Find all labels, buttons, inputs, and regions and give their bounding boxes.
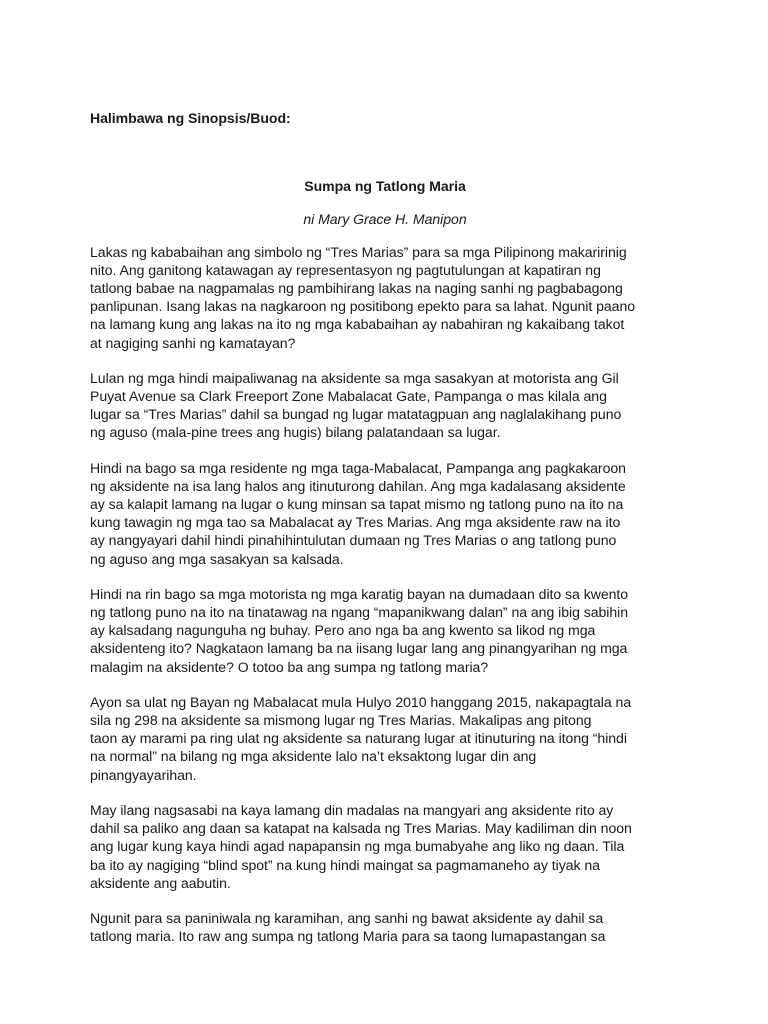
paragraph-line: na lamang kung ang lakas na ito ng mga kababaihan ay nabahiran ng kakaibang takot [90,316,625,333]
paragraph [90,369,680,442]
paragraph [90,909,680,945]
story-author: ni Mary Grace H. Manipon [303,211,467,228]
paragraph-line: nito. Ang ganitong katawagan ay representasyon ng pagtutulungan at kapatiran ng [90,261,601,278]
paragraph-line: sila ng 298 na aksidente sa mismong lugar ng Tres Marias. Makalipas ang pitong [90,712,592,729]
paragraph-line: ng aguso (mala-pine trees ang hugis) bilang palatandaan sa lugar. [90,424,501,441]
story-body [90,243,680,946]
paragraph-line: tatlong babae na nagpamalas ng pambihirang lakas na naging sanhi ng pagbabagong [90,280,623,297]
document-heading: Halimbawa ng Sinopsis/Buod: [90,110,291,126]
document-page [90,109,680,962]
story-title: Sumpa ng Tatlong Maria [304,178,466,195]
paragraph-line: ng aksidente na isa lang halos ang itinuturong dahilan. Ang mga kadalasang aksidente [90,477,626,494]
paragraph-line: panlipunan. Isang lakas na nagkaroon ng positibong epekto para sa lahat. Ngunit paano [90,298,636,315]
paragraph [90,693,680,784]
paragraph-line: at nagiging sanhi ng kamatayan? [90,334,296,351]
paragraph-line: Puyat Avenue sa Clark Freeport Zone Mabalacat Gate, Pampanga o mas kilala ang [90,388,607,405]
paragraph-line: Hindi na rin bago sa mga motorista ng mga karatig bayan na dumadaan dito sa kwento [90,585,629,602]
paragraph-line: pinangyayarihan. [90,766,197,783]
paragraph-line: May ilang nagsasabi na kaya lamang din madalas na mangyari ang aksidente rito ay [90,801,614,818]
paragraph-line: taon ay marami pa ring ulat ng aksidente sa naturang lugar at itinuturing na itong “hindi [90,730,627,747]
paragraph [90,243,680,352]
paragraph-line: Hindi na bago sa mga residente ng mga taga-Mabalacat, Pampanga ang pagkakaroon [90,459,626,476]
paragraph-line: ay kalsadang nagunguha ng buhay. Pero ano nga ba ang kwento sa likod ng mga [90,622,596,639]
paragraph-line: tatlong maria. Ito raw ang sumpa ng tatlong Maria para sa taong lumapastangan sa [90,928,606,945]
paragraph [90,459,680,568]
paragraph-line: ba ito ay nagiging “blind spot” na kung hindi maingat sa pagmamaneho ay tiyak na [90,856,600,873]
paragraph-line: ay nangyayari dahil hindi pinahihintulutan dumaan ng Tres Marias o ang tatlong puno [90,532,617,549]
paragraph-line: Lulan ng mga hindi maipaliwanag na aksidente sa mga sasakyan at motorista ang Gil [90,369,619,386]
paragraph [90,585,680,676]
paragraph-line: na normal” na bilang ng mga aksidente lalo na’t eksaktong lugar din ang [90,748,537,765]
paragraph-line: Ayon sa ulat ng Bayan ng Mabalacat mula Hulyo 2010 hanggang 2015, nakapagtala na [90,693,632,710]
paragraph-line: Lakas ng kababaihan ang simbolo ng “Tres Marias” para sa mga Pilipinong makaririnig [90,243,627,260]
paragraph-line: lugar sa “Tres Marias” dahil sa bungad ng lugar matatagpuan ang naglalakihang puno [90,406,622,423]
paragraph [90,801,680,892]
paragraph-line: kung tawagin ng mga tao sa Mabalacat ay Tres Marias. Ang mga aksidente raw na ito [90,514,621,531]
paragraph-line: ang lugar kung kaya hindi agad napapansin ng mga bumabyahe ang liko ng daan. Tila [90,838,625,855]
paragraph-line: malagim na aksidente? O totoo ba ang sumpa ng tatlong maria? [90,658,489,675]
paragraph-line: ng tatlong puno na ito na tinatawag na ngang “mapanikwang dalan” na ang ibig sabihin [90,604,629,621]
paragraph-line: ng aguso ang mga sasakyan sa kalsada. [90,550,344,567]
paragraph-line: aksidente ang aabutin. [90,874,231,891]
paragraph-line: ay sa kalapit lamang na lugar o kung minsan sa tapat mismo ng tatlong puno na ito na [90,496,624,513]
paragraph-line: aksidenteng ito? Nagkataon lamang ba na iisang lugar lang ang pinangyarihan ng mga [90,640,628,657]
paragraph-line: Ngunit para sa paniniwala ng karamihan, ang sanhi ng bawat aksidente ay dahil sa [90,909,604,926]
paragraph-line: dahil sa paliko ang daan sa katapat na kalsada ng Tres Marias. May kadiliman din noon [90,820,632,837]
